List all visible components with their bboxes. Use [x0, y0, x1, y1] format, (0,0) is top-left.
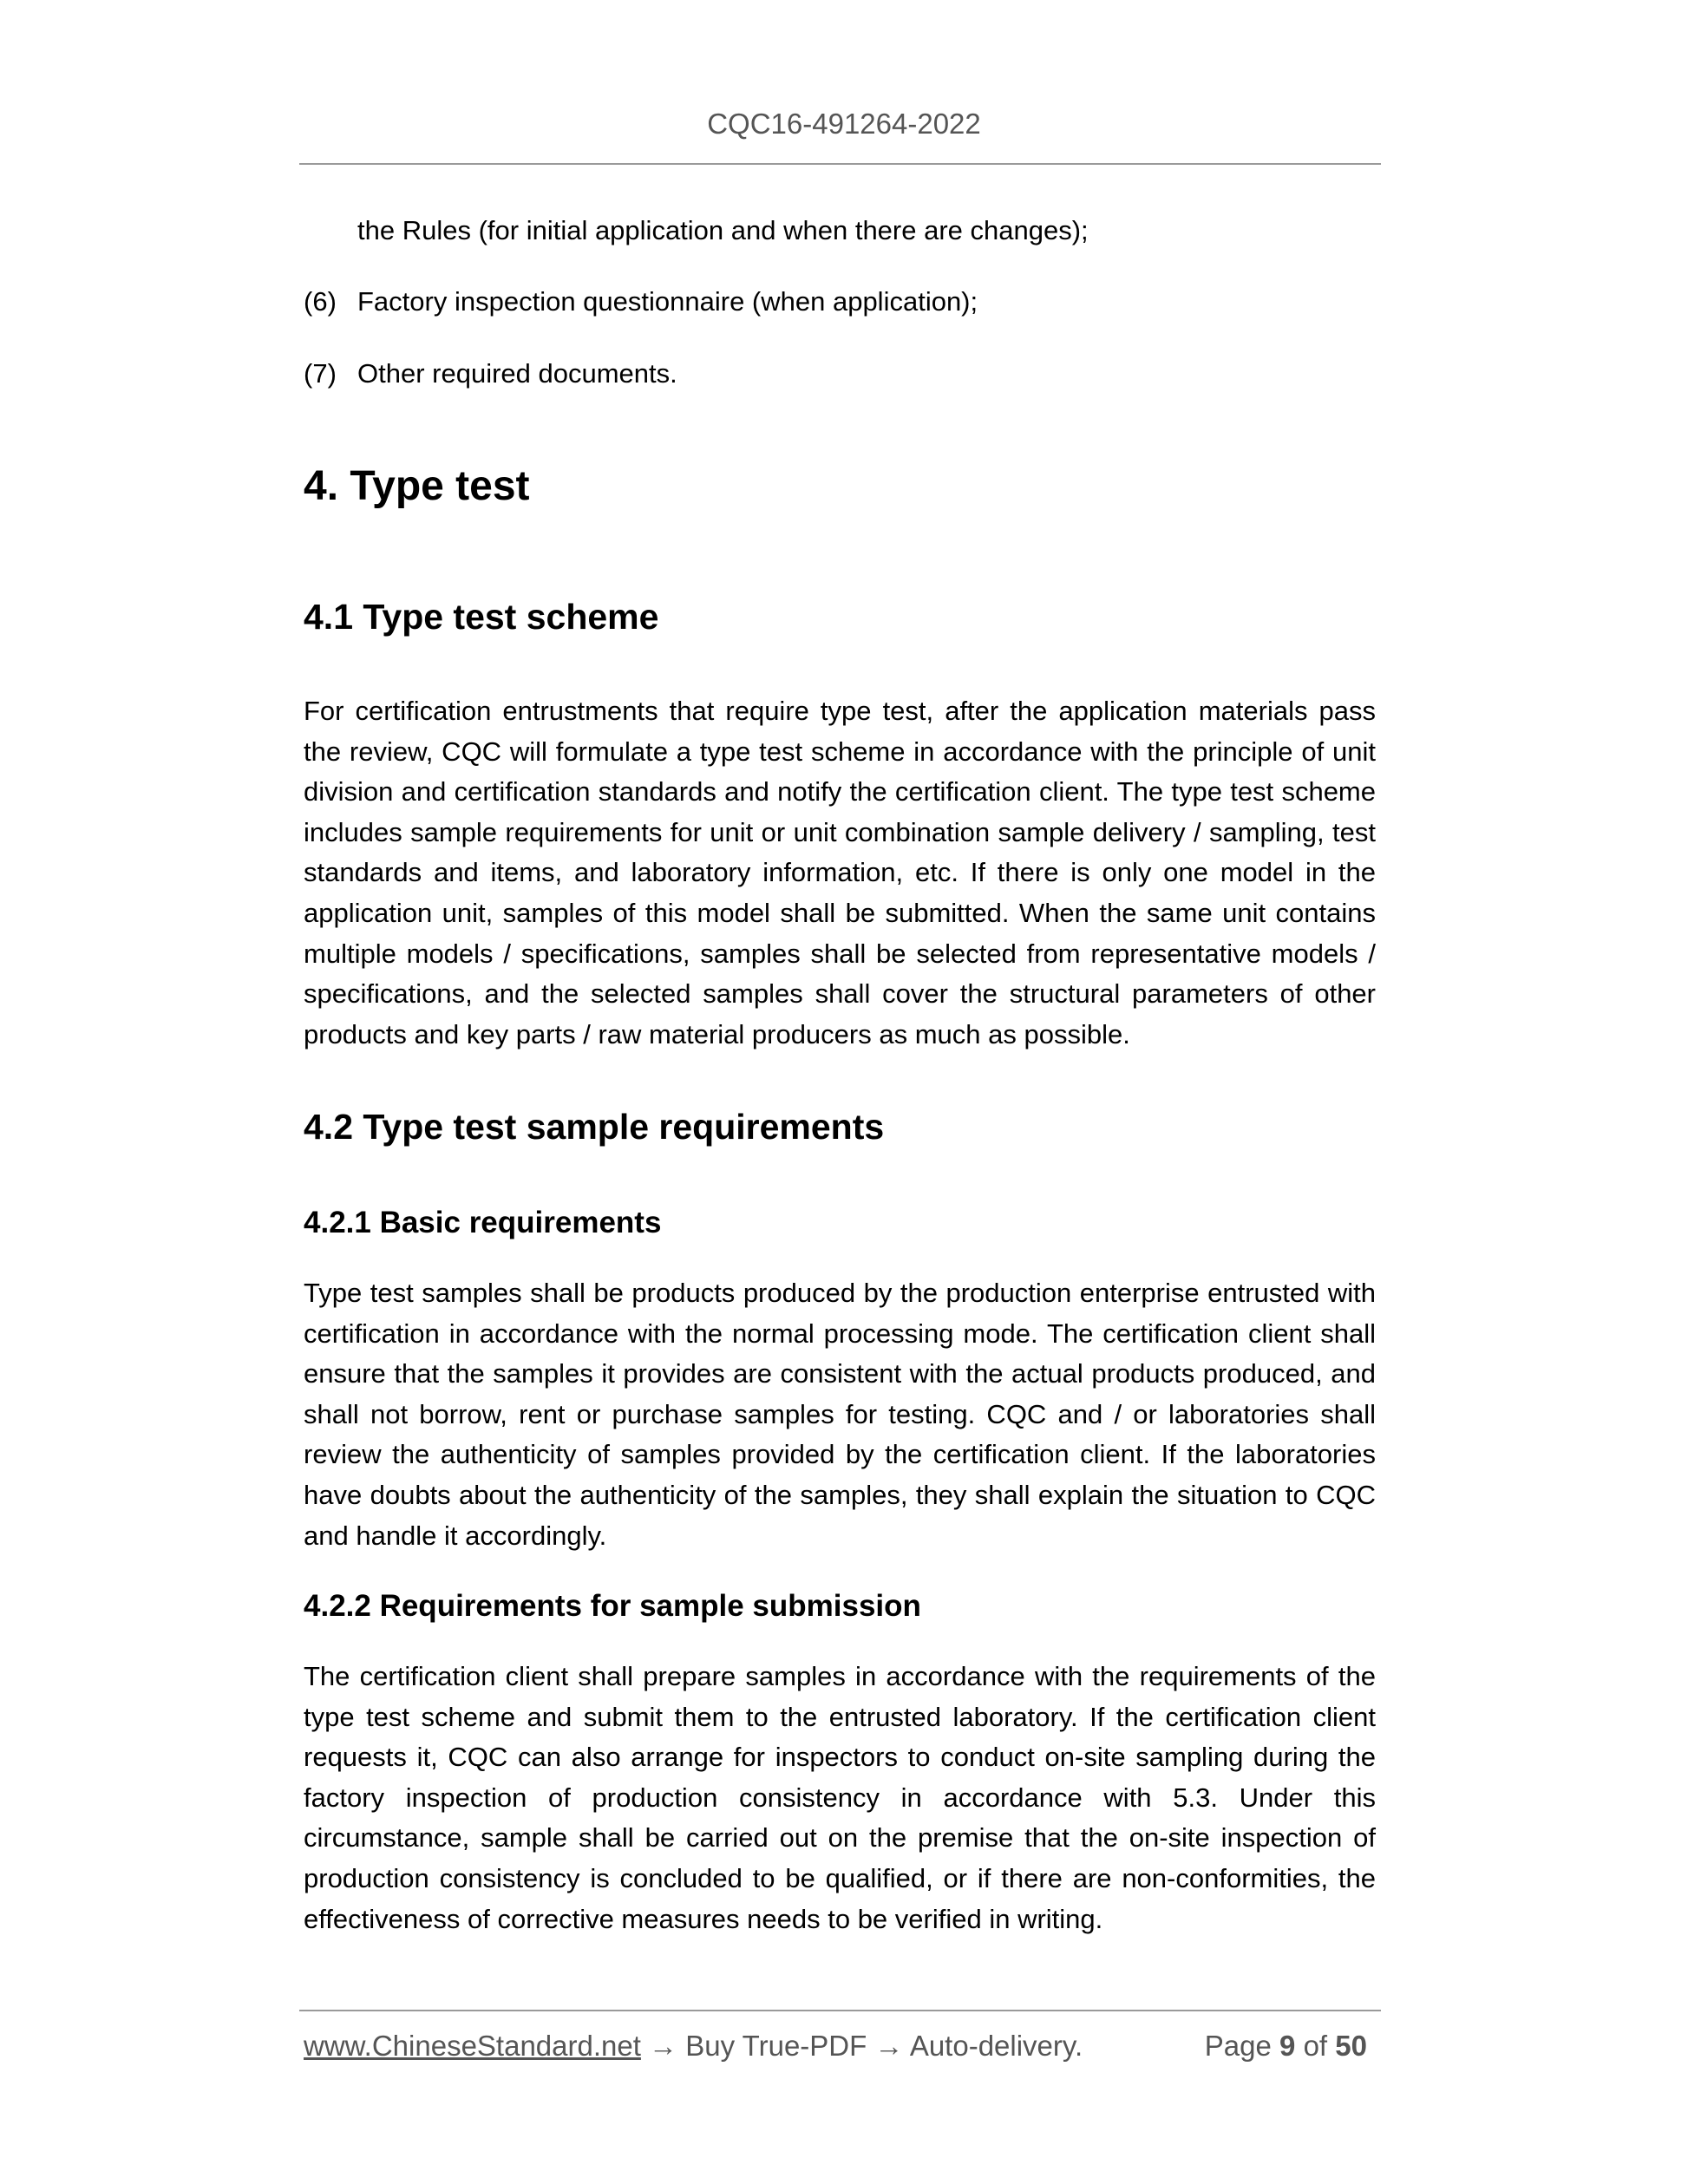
page-number: 9 — [1279, 2030, 1296, 2062]
section-heading-4-1: 4.1 Type test scheme — [304, 597, 659, 637]
list-item-number: (7) — [304, 358, 337, 389]
page-indicator — [1205, 2030, 1367, 2063]
list-item-number: (6) — [304, 286, 337, 317]
paragraph: The certification client shall prepare samples in accordance with the requirements of the type test scheme and submit them to the entrusted laboratory. If the certification client requests it, CQC can also arrange for inspectors to conduct on-site sampling during the factory inspection of production consistency in accordance with 5.3. Under this circumstance, sample shall be carried out on the premise that the on-site inspection of production consistency is concluded to be qualified, or if there are non-conformities, the effectiveness of corrective measures needs to be verified in writing. — [304, 1661, 1376, 1934]
list-item-text: Factory inspection questionnaire (when application); — [357, 286, 978, 317]
document-id-header: CQC16-491264-2022 — [707, 108, 981, 140]
page-total: 50 — [1335, 2030, 1367, 2062]
list-continuation: the Rules (for initial application and when there are changes); — [357, 215, 1089, 245]
section-heading-4: 4. Type test — [304, 463, 530, 509]
list-item — [304, 286, 978, 317]
footer-tagline: → Buy True-PDF → Auto-delivery. — [640, 2030, 1083, 2062]
section-4-2-1-body — [304, 1273, 1376, 1556]
of-label: of — [1303, 2030, 1328, 2062]
list-item-text: Other required documents. — [357, 358, 677, 389]
section-4-1-body — [304, 691, 1376, 1055]
paragraph: For certification entrustments that require type test, after the application materials pass the review, CQC will formulate a type test scheme in accordance with the principle of unit division and certification standards and notify the certification client. The type test scheme includes sample requirements for unit or unit combination sample delivery / sampling, test standards and items, and laboratory information, etc. If there is only one model in the application unit, samples of this model shall be submitted. When the same unit contains multiple models / specifications, samples shall be selected from representative models / specifications, and the selected samples shall cover the structural parameters of other products and key parts / raw material producers as much as possible. — [304, 696, 1376, 1049]
section-heading-4-2-1: 4.2.1 Basic requirements — [304, 1206, 662, 1239]
section-4-2-2-body — [304, 1657, 1376, 1939]
paragraph: Type test samples shall be products produced by the production enterprise entrusted with certification in accordance with the normal processing mode. The certification client shall ensure that the samples it provides are consistent with the actual products produced, and shall not borrow, rent or purchase samples for testing. CQC and / or laboratories shall review the authenticity of samples provided by the certification client. If the laboratories have doubts about the authenticity of the samples, they shall explain the situation to CQC and handle it accordingly. — [304, 1278, 1376, 1551]
list-item — [304, 358, 677, 389]
chinesestandard-link[interactable]: www.ChineseStandard.net — [304, 2030, 641, 2062]
footer — [304, 2030, 1376, 2063]
footer-rule — [299, 2010, 1381, 2011]
page-label: Page — [1204, 2030, 1272, 2062]
section-heading-4-2-2: 4.2.2 Requirements for sample submission — [304, 1589, 921, 1623]
header-rule — [299, 163, 1381, 165]
section-heading-4-2: 4.2 Type test sample requirements — [304, 1107, 885, 1147]
